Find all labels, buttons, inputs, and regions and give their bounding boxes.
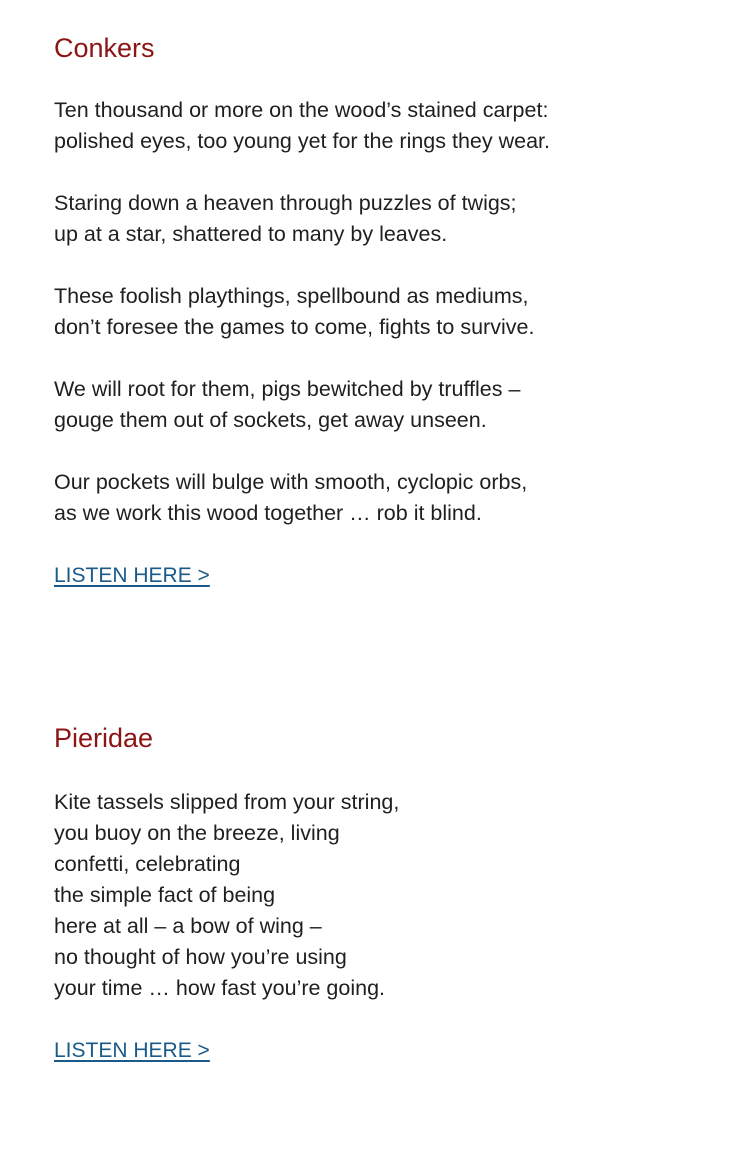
poem-pieridae — [54, 721, 694, 1065]
poem-title: Conkers — [54, 33, 155, 63]
stanza — [54, 374, 694, 436]
stanza — [54, 95, 694, 157]
stanza — [54, 188, 694, 250]
stanza — [54, 787, 694, 1004]
poem-line: polished eyes, too young yet for the rings they wear. — [54, 129, 550, 153]
poem-title: Pieridae — [54, 723, 154, 753]
poem-line: Staring down a heaven through puzzles of twigs; — [54, 191, 517, 215]
poem-line: Kite tassels slipped from your string, — [54, 790, 400, 814]
poem-line: confetti, celebrating — [54, 852, 241, 876]
poem-line: We will root for them, pigs bewitched by truffles – — [54, 377, 521, 401]
stanza — [54, 281, 694, 343]
poem-line: gouge them out of sockets, get away unseen. — [54, 408, 487, 432]
poem-line: you buoy on the breeze, living — [54, 821, 340, 845]
poem-line: Our pockets will bulge with smooth, cyclopic orbs, — [54, 470, 528, 494]
poem-line: up at a star, shattered to many by leaves. — [54, 222, 448, 246]
poem-conkers — [54, 31, 694, 590]
listen-here-link[interactable]: LISTEN HERE > — [54, 1039, 210, 1062]
poem-line: don’t foresee the games to come, fights to survive. — [54, 315, 535, 339]
poem-line: no thought of how you’re using — [54, 945, 347, 969]
poem-line: here at all – a bow of wing – — [54, 914, 322, 938]
poem-line: as we work this wood together … rob it blind. — [54, 501, 482, 525]
listen-here-link[interactable]: LISTEN HERE > — [54, 564, 210, 587]
poem-line: These foolish playthings, spellbound as mediums, — [54, 284, 529, 308]
poem-line: your time … how fast you’re going. — [54, 976, 386, 1000]
poem-line: Ten thousand or more on the wood’s stained carpet: — [54, 98, 549, 122]
poem-line: the simple fact of being — [54, 883, 276, 907]
stanza — [54, 467, 694, 529]
